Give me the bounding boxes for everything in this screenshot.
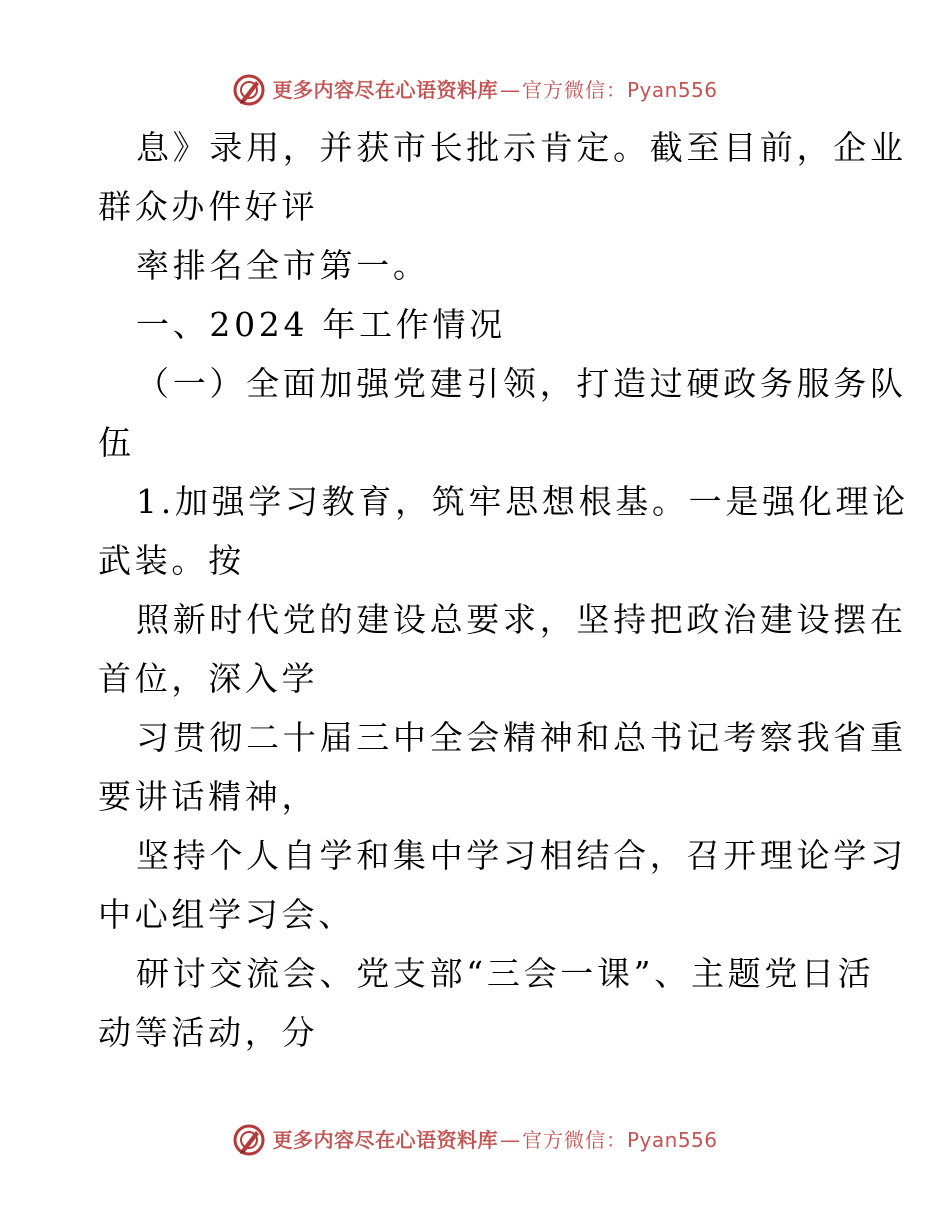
text-line: 研讨交流会、党支部“三会一课”、主题党日活 [136,954,875,993]
text-line: 中心组学习会、 [98,895,355,934]
text-line: 息》录用，并获市长批示肯定。截至目前，企业 [136,128,907,167]
watermark-wechat-label: 官方微信： [521,78,627,102]
text-line: 要讲话精神， [98,777,319,816]
text-line: 习贯彻二十届三中全会精神和总书记考察我省重 [136,718,907,757]
watermark-main-text: 更多内容尽在心语资料库 [272,1128,498,1152]
watermark-text [272,1130,717,1150]
watermark-wechat-id: Pyan556 [626,1128,718,1152]
watermark-dash: — [499,1128,520,1152]
text-line: 率排名全市第一。 [136,246,430,285]
text-line: 动等活动，分 [98,1013,319,1052]
section-heading: 一、2024 年工作情况 [136,305,506,344]
text-line: 武装。按 [98,541,245,580]
text-line: 群众办件好评 [98,187,319,226]
watermark-wechat-label: 官方微信： [521,1128,627,1152]
footer-watermark [0,1120,950,1160]
watermark-dash: — [499,78,520,102]
document-body [98,118,909,1062]
header-watermark [0,70,950,110]
text-line: 伍 [98,423,135,462]
text-line: 1.加强学习教育，筑牢思想根基。一是强化理论 [136,482,909,521]
text-line: 首位，深入学 [98,659,319,698]
pen-seal-icon [232,1123,266,1157]
text-line: 照新时代党的建设总要求，坚持把政治建设摆在 [136,600,907,639]
watermark-main-text: 更多内容尽在心语资料库 [272,78,498,102]
pen-seal-icon [232,73,266,107]
watermark-text [272,80,717,100]
text-line: 坚持个人自学和集中学习相结合，召开理论学习 [136,836,907,875]
watermark-wechat-id: Pyan556 [626,78,718,102]
subsection-heading: （一）全面加强党建引领，打造过硬政务服务队 [136,364,907,403]
